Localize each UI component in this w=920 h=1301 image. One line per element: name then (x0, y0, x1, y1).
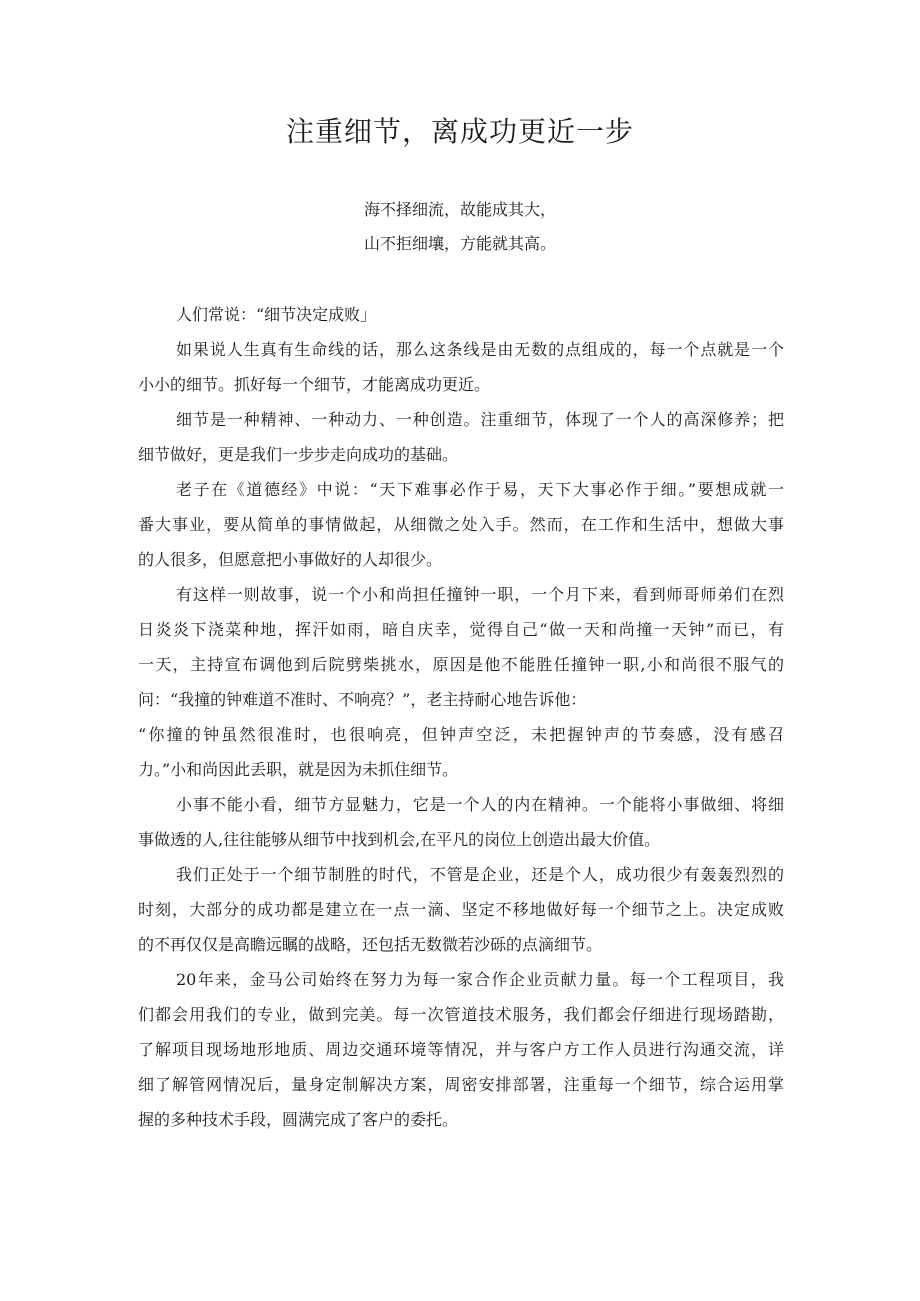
epigraph-line: 山不拒细壤，方能就其高。 (363, 234, 556, 253)
text-line: 了解项目现场地形地质、周边交通环境等情况，并与客户方工作人员进行沟通交流，详 (138, 1040, 784, 1059)
epigraph (0, 193, 920, 261)
text-line: “你撞的钟虽然很准时，也很响亮，但钟声空泛，未把握钟声的节奏感，没有感召 (138, 725, 784, 744)
text-line: 有这样一则故事，说一个小和尚担任撞钟一职，一个月下来，看到师哥师弟们在烈 (176, 585, 784, 604)
text-line: 力。”小和尚因此丢职，就是因为未抓住细节。 (138, 760, 459, 779)
text-line: 人们常说：“细节决定成败」 (176, 305, 377, 324)
text-line: 时刻，大部分的成功都是建立在一点一滴、坚定不移地做好每一个细节之上。决定成败 (138, 900, 784, 919)
text-line: 一天，主持宣布调他到后院劈柴挑水，原因是他不能胜任撞钟一职,小和尚很不服气的 (138, 655, 784, 674)
text-line: 我们正处于一个细节制胜的时代，不管是企业，还是个人，成功很少有轰轰烈烈的 (176, 865, 784, 884)
text-line: 20年来，金马公司始终在努力为每一家合作企业贡献力量。每一个工程项目，我 (176, 970, 784, 989)
text-line: 日炎炎下浇菜种地，挥汗如雨，暗自庆幸，觉得自己“做一天和尚撞一天钟”而已，有 (138, 620, 784, 639)
text-line: 番大事业，要从简单的事情做起，从细微之处入手。然而，在工作和生活中，想做大事 (138, 515, 784, 534)
document-title: 注重细节，离成功更近一步 (285, 115, 634, 148)
text-line: 的人很多，但愿意把小事做好的人却很少。 (138, 550, 443, 569)
epigraph-line: 海不择细流，故能成其大， (363, 200, 556, 219)
text-line: 问：“我撞的钟难道不准时、不响亮？”，老主持耐心地告诉他： (138, 690, 587, 709)
text-line: 细节是一种精神、一种动力、一种创造。注重细节，体现了一个人的高深修养；把 (176, 410, 784, 429)
text-line: 们都会用我们的专业，做到完美。每一次管道技术服务，我们都会仔细进行现场踏勘， (138, 1005, 784, 1024)
text-line: 小事不能小看，细节方显魅力，它是一个人的内在精神。一个能将小事做细、将细 (176, 795, 784, 814)
text-line: 细了解管网情况后，量身定制解决方案，周密安排部署，注重每一个细节，综合运用掌 (138, 1075, 784, 1094)
text-line: 的不再仅仅是高瞻远瞩的战略，还包括无数微若沙砾的点滴细节。 (138, 935, 603, 954)
text-line: 细节做好，更是我们一步步走向成功的基础。 (138, 445, 459, 464)
text-line: 老子在《道德经》中说：“天下难事必作于易，天下大事必作于细。”要想成就一 (176, 480, 784, 499)
text-line: 握的多种技术手段，圆满完成了客户的委托。 (138, 1110, 459, 1129)
text-line: 事做透的人,往往能够从细节中找到机会,在平凡的岗位上创造出最大价值。 (138, 830, 661, 849)
body-text (138, 297, 784, 1137)
text-line: 小小的细节。抓好每一个细节，才能离成功更近。 (138, 375, 491, 394)
text-line: 如果说人生真有生命线的话，那么这条线是由无数的点组成的，每一个点就是一个 (176, 340, 784, 359)
